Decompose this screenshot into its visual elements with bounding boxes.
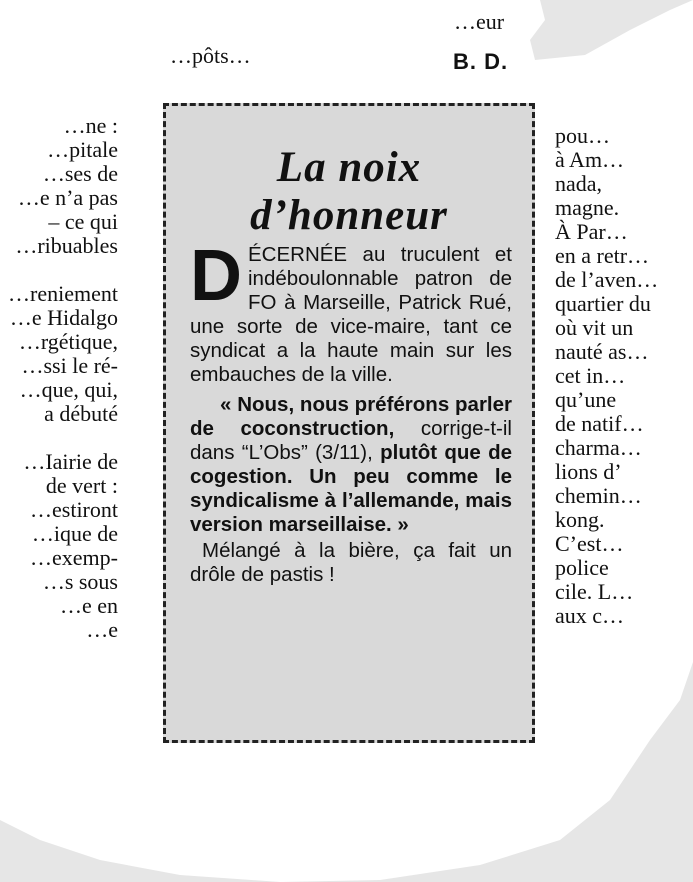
title-line-1: La noix: [276, 144, 422, 191]
closing-paragraph: Mélangé à la bière, ça fait un drôle de pastis !: [190, 539, 512, 586]
left-column-line: …rgétique,: [18, 329, 118, 354]
left-column-line: …ique de: [31, 521, 118, 546]
right-column-line: cet in…: [555, 363, 626, 388]
right-column-line: de l’aven…: [555, 267, 659, 292]
right-column-fragment: [555, 124, 658, 628]
quote-attribution: corrige-t-il dans “L’Obs” (3/11),: [190, 417, 512, 464]
right-column-line: À Par…: [555, 219, 628, 244]
left-column-line: …ses de: [42, 161, 118, 186]
right-column-line: nauté as…: [555, 339, 649, 364]
title-line-2: d’honneur: [250, 192, 448, 239]
left-column-line: …pitale: [47, 137, 118, 162]
quote-paragraph: [190, 393, 512, 537]
right-column-line: pou…: [555, 123, 610, 148]
article-title: [166, 144, 532, 240]
left-column-line: …ssi le ré-: [21, 353, 118, 378]
right-column-line: lions d’: [555, 459, 622, 484]
lead-paragraph: [190, 236, 512, 387]
right-column-line: cile. L…: [555, 579, 634, 604]
right-column-line: nada,: [555, 171, 603, 196]
left-column-line: …exemp-: [30, 545, 118, 570]
right-column-line: chemin…: [555, 483, 642, 508]
left-column-line: …reniement: [8, 281, 118, 306]
byline: B. D.: [453, 49, 509, 74]
right-column-line: où vit un: [555, 315, 634, 340]
right-column-line: de natif…: [555, 411, 644, 436]
right-column-line: qu’une: [555, 387, 617, 412]
left-column-line: [8, 258, 118, 282]
right-column-line: C’est…: [555, 531, 624, 556]
right-column-line: aux c…: [555, 603, 625, 628]
left-column-line: …e Hidalgo: [9, 305, 118, 330]
right-column-line: charma…: [555, 435, 642, 460]
left-column-line: …e: [86, 617, 118, 642]
left-column-line: …ribuables: [15, 233, 118, 258]
article-body: [190, 236, 512, 587]
quote-open: « Nous, nous préférons parler de coconstruction,: [190, 393, 512, 440]
left-column-line: …Iairie de: [23, 449, 118, 474]
left-column-line: [8, 426, 118, 450]
left-column-line: …ne :: [63, 113, 118, 138]
right-column-line: quartier du: [555, 291, 651, 316]
right-column-line: à Am…: [555, 147, 625, 172]
left-column-line: …estiront: [30, 497, 118, 522]
right-column-line: en a retr…: [555, 243, 650, 268]
top-right-fragment: …eur: [454, 9, 505, 34]
drop-cap: D: [190, 236, 242, 316]
quote-close: plutôt que de cogestion. Un peu comme le syndicalisme à l’allemande, mais version marseillaise. »: [190, 441, 512, 536]
article-box: [163, 103, 535, 743]
left-column-line: …e en: [59, 593, 118, 618]
left-column-line: a débuté: [44, 401, 118, 426]
left-column-fragment: [8, 114, 118, 642]
left-column-line: …e n’a pas: [17, 185, 118, 210]
left-column-line: …s sous: [42, 569, 118, 594]
top-left-fragment: …pôts…: [170, 43, 251, 68]
right-column-line: police: [555, 555, 609, 580]
right-column-line: kong.: [555, 507, 605, 532]
lead-text: ÉCERNÉE au truculent et indéboulonnable patron de FO à Marseille, Patrick Rué, une sorte de vice-maire, tant ce syndicat a la haute main sur les embauches de la ville.: [190, 243, 512, 386]
left-column-line: – ce qui: [48, 209, 118, 234]
right-column-line: magne.: [555, 195, 620, 220]
left-column-line: …que, qui,: [19, 377, 118, 402]
left-column-line: de vert :: [45, 473, 118, 498]
